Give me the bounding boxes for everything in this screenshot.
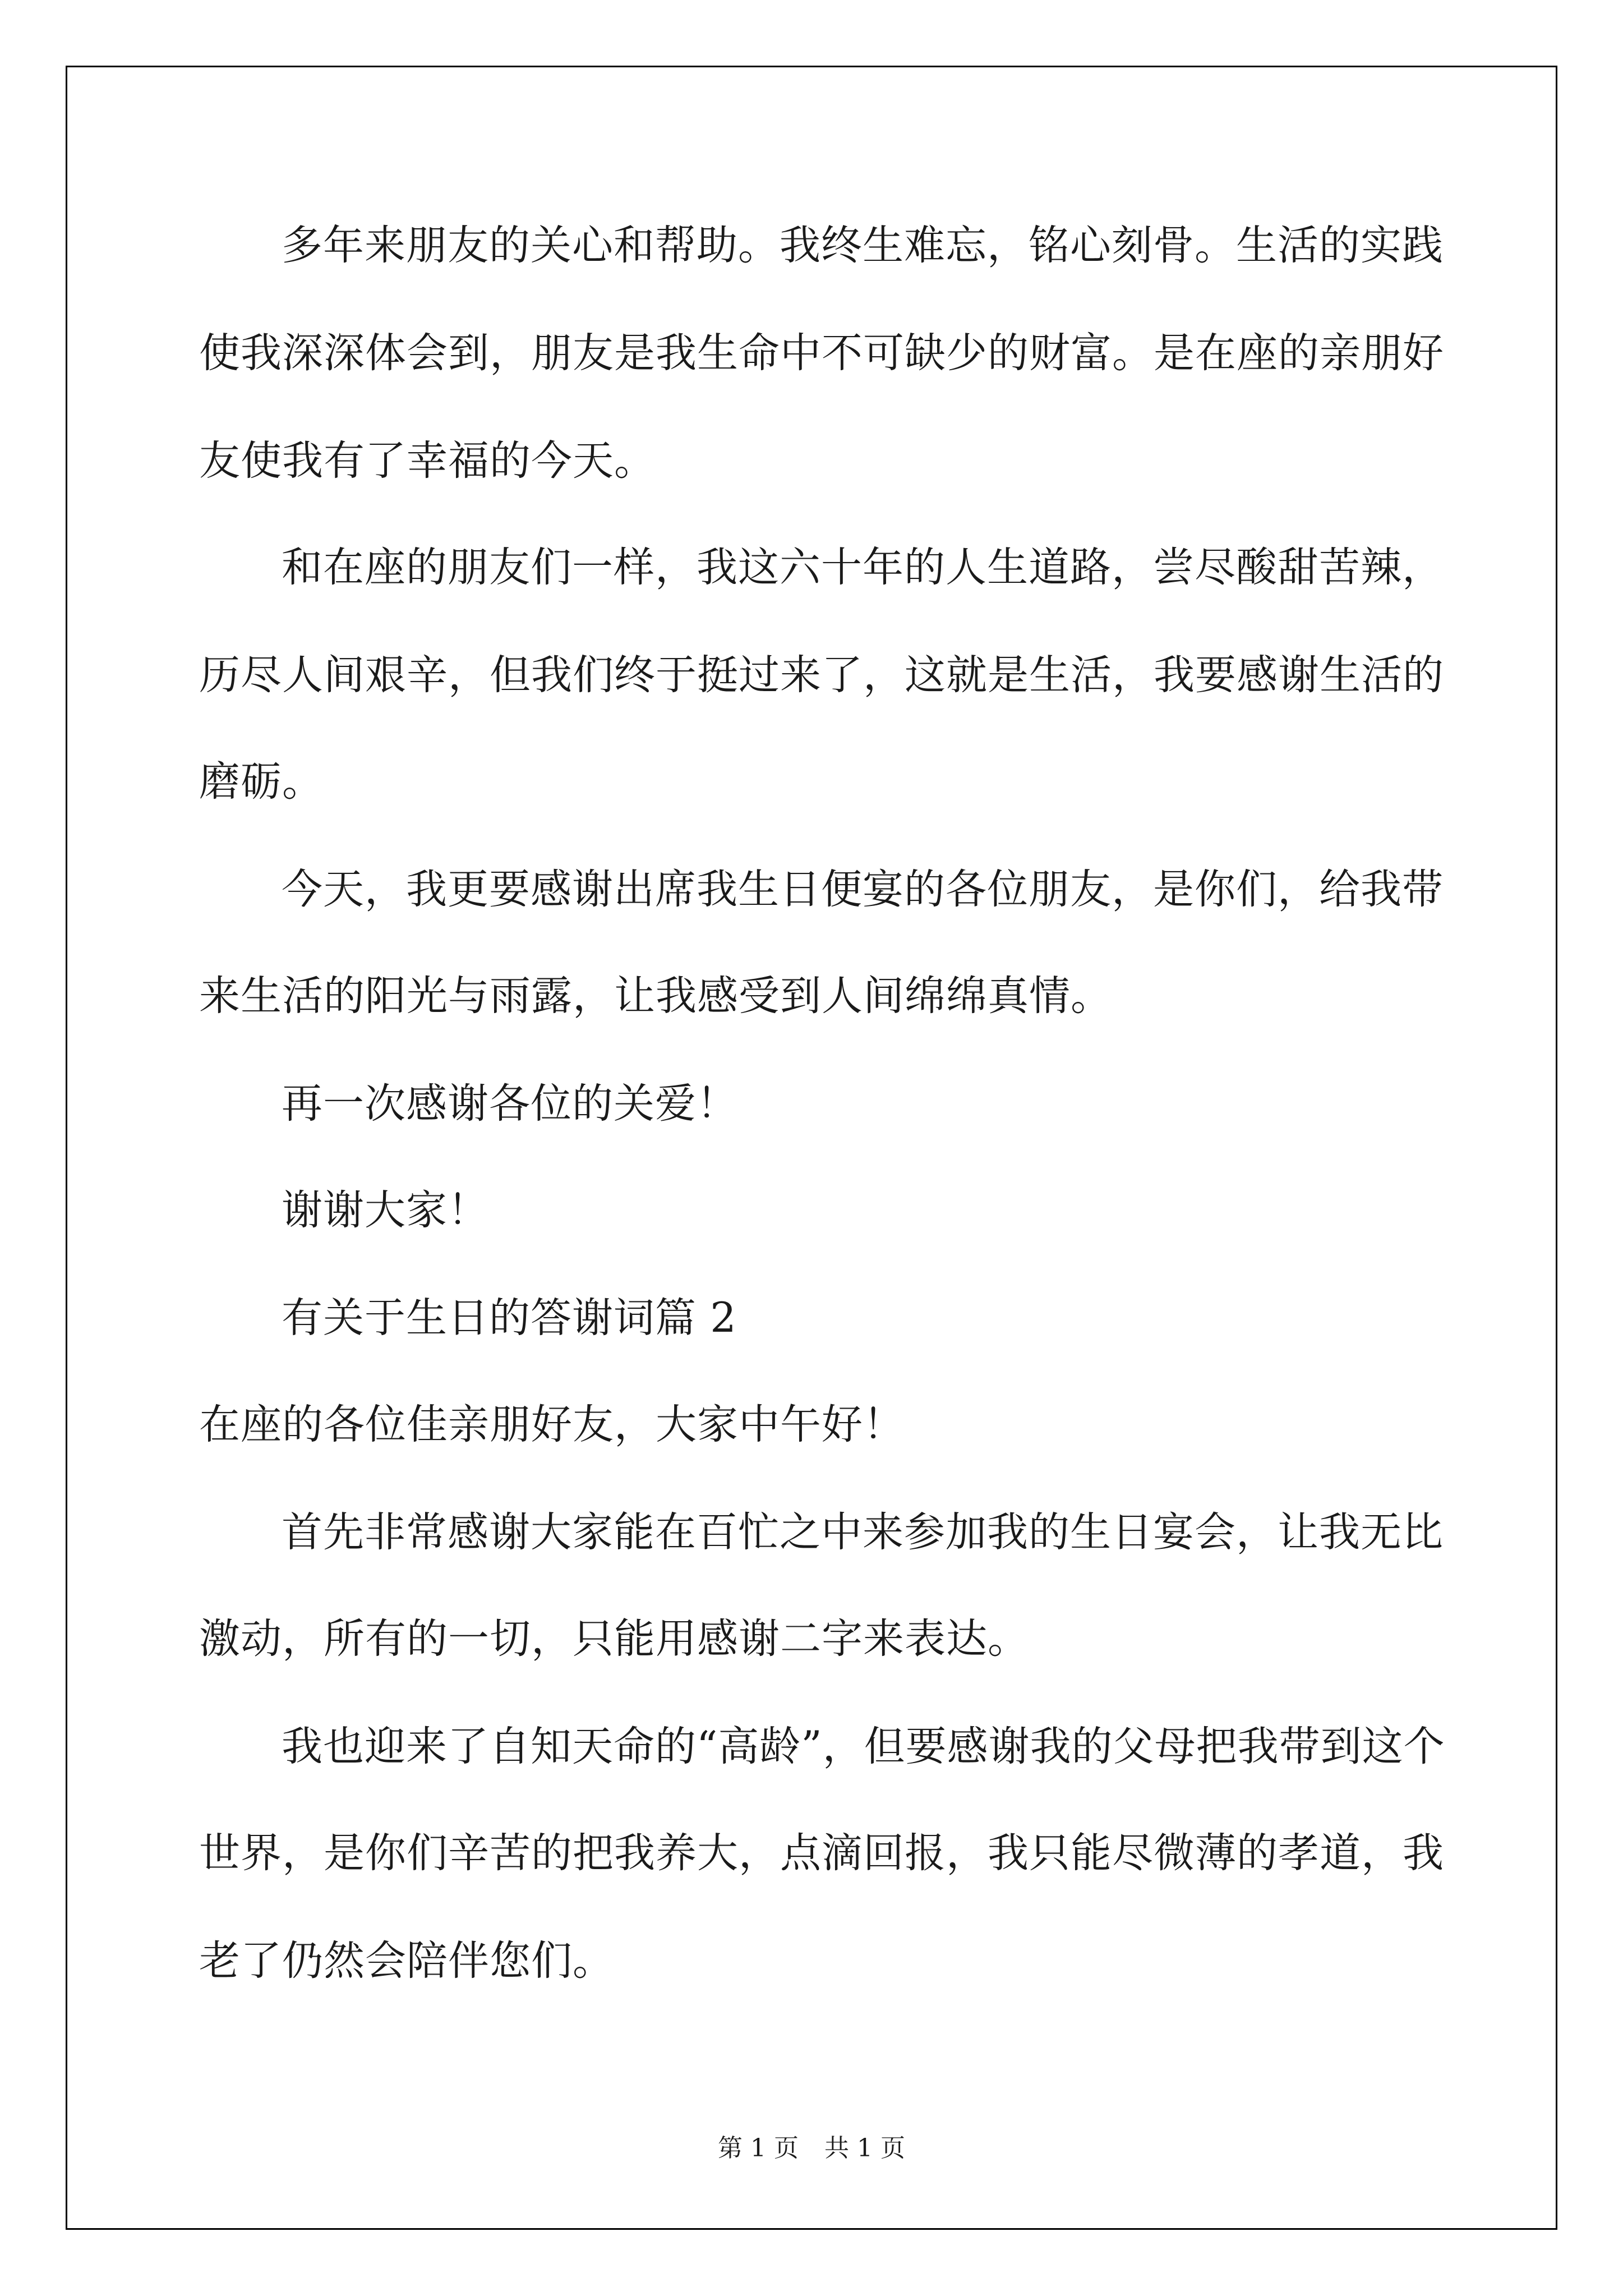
section-heading: 有关于生日的答谢词篇 2 [282, 1294, 737, 1342]
text-line: 再一次感谢各位的关爱！ [282, 1080, 738, 1128]
text-line: 我也迎来了自知天命的“高龄”，但要感谢我的父母把我带到这个 [282, 1723, 1445, 1770]
page-border [66, 66, 1557, 2230]
text-line: 历尽人间艰辛，但我们终于挺过来了，这就是生活，我要感谢生活的 [199, 651, 1444, 699]
salutation: 在座的各位佳亲朋好友，大家中午好！ [199, 1401, 905, 1448]
text-line: 老了仍然会陪伴您们。 [199, 1937, 614, 1985]
page-footer [0, 2132, 1623, 2165]
text-line: 今天，我更要感谢出席我生日便宴的各位朋友，是你们，给我带 [282, 866, 1444, 913]
text-line: 使我深深体会到，朋友是我生命中不可缺少的财富。是在座的亲朋好 [199, 329, 1444, 377]
text-line: 首先非常感谢大家能在百忙之中来参加我的生日宴会，让我无比 [282, 1508, 1444, 1556]
page-number: 第 1 页 [718, 2134, 799, 2162]
text-line: 友使我有了幸福的今天。 [199, 437, 656, 485]
page-count: 共 1 页 [824, 2134, 905, 2162]
text-line: 谢谢大家！ [282, 1186, 489, 1234]
text-line: 磨砺。 [199, 758, 324, 806]
text-line: 来生活的阳光与雨露，让我感受到人间绵绵真情。 [199, 972, 1112, 1020]
text-line: 和在座的朋友们一样，我这六十年的人生道路，尝尽酸甜苦辣， [282, 544, 1444, 591]
text-line: 多年来朋友的关心和帮助。我终生难忘，铭心刻骨。生活的实践 [282, 222, 1444, 269]
text-line: 激动，所有的一切，只能用感谢二字来表达。 [199, 1615, 1029, 1663]
text-line: 世界，是你们辛苦的把我养大，点滴回报，我只能尽微薄的孝道，我 [199, 1829, 1444, 1877]
